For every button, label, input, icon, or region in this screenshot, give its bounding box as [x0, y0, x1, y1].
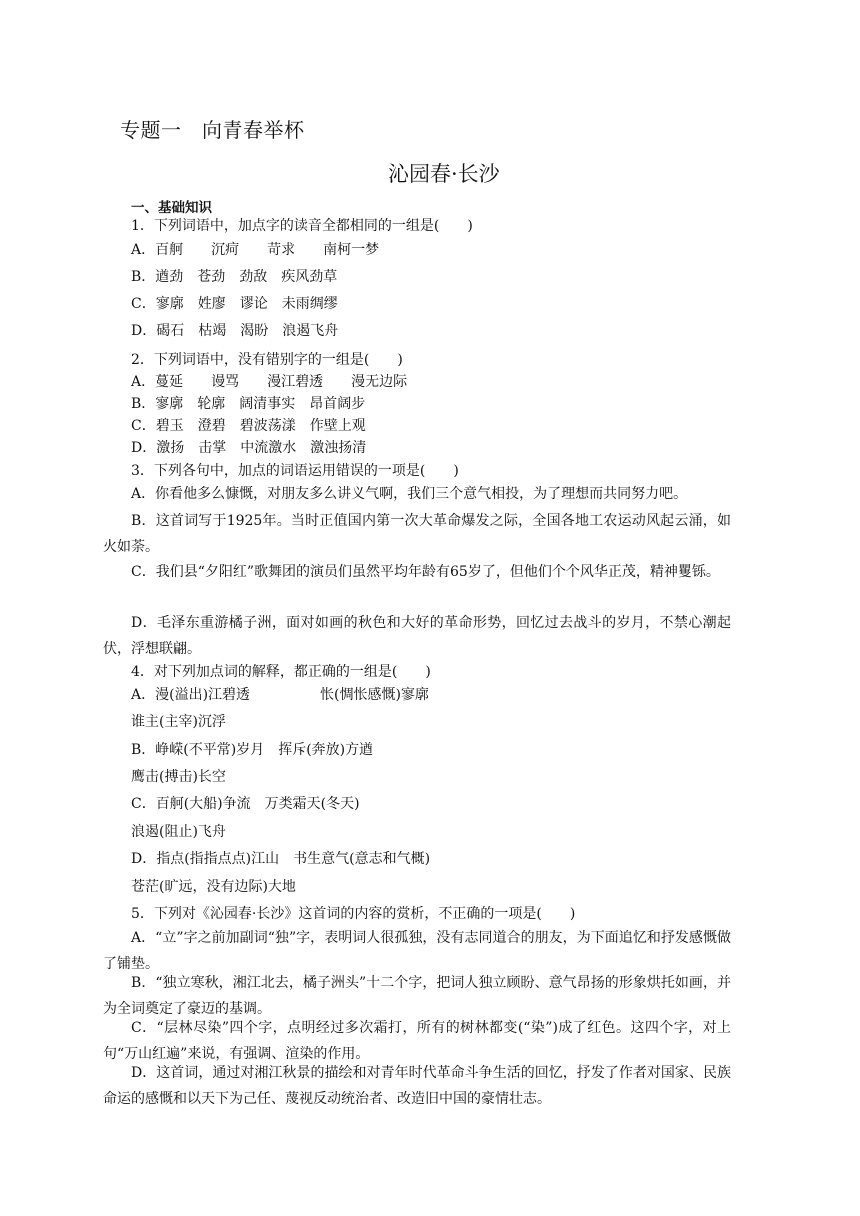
q2-option-c: C．碧玉 澄碧 碧波荡漾 作壁上观 — [131, 418, 366, 434]
q1-option-d: D．碣石 枯竭 渴盼 浪遏飞舟 — [131, 323, 339, 339]
q4-option-d-2: 苍茫(旷远，没有边际)大地 — [131, 879, 296, 895]
q1-option-a: A．百舸 沉疴 苛求 南柯一梦 — [131, 242, 380, 258]
topic-heading: 专题一 向青春举杯 — [120, 118, 305, 142]
q4-stem: 4．对下列加点词的解释，都正确的一组是( ) — [131, 664, 431, 680]
q2-option-a: A．蔓延 谩骂 漫江碧透 漫无边际 — [131, 374, 408, 390]
q5-option-b: B．“独立寒秋，湘江北去，橘子洲头”十二个字，把词人独立顾盼、意气昂扬的形象烘托如画，并为全词奠定了豪迈的基调。 — [103, 975, 731, 1017]
q4-option-b-1: B．峥嵘(不平常)岁月 挥斥(奔放)方遒 — [131, 742, 374, 758]
q1-stem: 1．下列词语中，加点字的读音全都相同的一组是( ) — [131, 218, 473, 234]
q3-stem: 3．下列各句中，加点的词语运用错误的一项是( ) — [131, 463, 459, 479]
q4-option-a-1: A．漫(溢出)江碧透 — [131, 687, 251, 703]
q2-option-d: D．激扬 击掌 中流激水 激浊扬清 — [131, 440, 367, 456]
q3-option-c: C．我们县“夕阳红”歌舞团的演员们虽然平均年龄有65岁了，但他们个个风华正茂，精神矍铄。 — [131, 564, 720, 580]
q4-option-a-3: 谁主(主宰)沉浮 — [131, 714, 226, 730]
q5-option-c: C．“层林尽染”四个字，点明经过多次霜打，所有的树林都变(“染”)成了红色。这四个字，对上句“万山红遍”来说，有强调、渲染的作用。 — [103, 1020, 731, 1062]
q3-option-d: D．毛泽东重游橘子洲，面对如画的秋色和大好的革命形势，回忆过去战斗的岁月，不禁心潮起伏，浮想联翩。 — [103, 615, 731, 657]
q3-option-b: B．这首词写于1925年。当时正值国内第一次大革命爆发之际，全国各地工农运动风起云涌，如火如荼。 — [103, 513, 731, 555]
q3-option-a: A．你看他多么慷慨，对朋友多么讲义气啊，我们三个意气相投，为了理想而共同努力吧。 — [131, 486, 688, 502]
q5-option-d: D．这首词，通过对湘江秋景的描绘和对青年时代革命斗争生活的回忆，抒发了作者对国家、民族命运的感慨和以天下为己任、蔑视反动统治者、改造旧中国的豪情壮志。 — [103, 1065, 731, 1107]
q5-stem: 5．下列对《沁园春·长沙》这首词的内容的赏析，不正确的一项是( ) — [131, 906, 576, 922]
q1-option-b: B．遒劲 苍劲 劲敌 疾风劲草 — [131, 269, 338, 285]
q1-option-c: C．寥廓 姓廖 谬论 未雨绸缪 — [131, 296, 338, 312]
q2-stem: 2．下列词语中，没有错别字的一组是( ) — [131, 352, 403, 368]
q2-option-b: B．寥廓 轮廓 阔清事实 昂首阔步 — [131, 396, 366, 412]
q4-option-c-2: 浪遏(阻止)飞舟 — [131, 824, 226, 840]
q4-option-d-1: D．指点(指指点点)江山 书生意气(意志和气概) — [131, 851, 431, 867]
q4-option-a-2: 怅(惆怅感慨)寥廓 — [320, 687, 429, 703]
q4-option-b-2: 鹰击(搏击)长空 — [131, 769, 226, 785]
q5-option-a: A．“立”字之前加副词“独”字，表明词人很孤独，没有志同道合的朋友，为下面追忆和抒发感慨做了铺垫。 — [103, 930, 731, 972]
section-heading: 一、基础知识 — [131, 200, 212, 216]
poem-title: 沁园春·长沙 — [388, 162, 500, 186]
q4-option-c-1: C．百舸(大船)争流 万类霜天(冬天) — [131, 796, 360, 812]
